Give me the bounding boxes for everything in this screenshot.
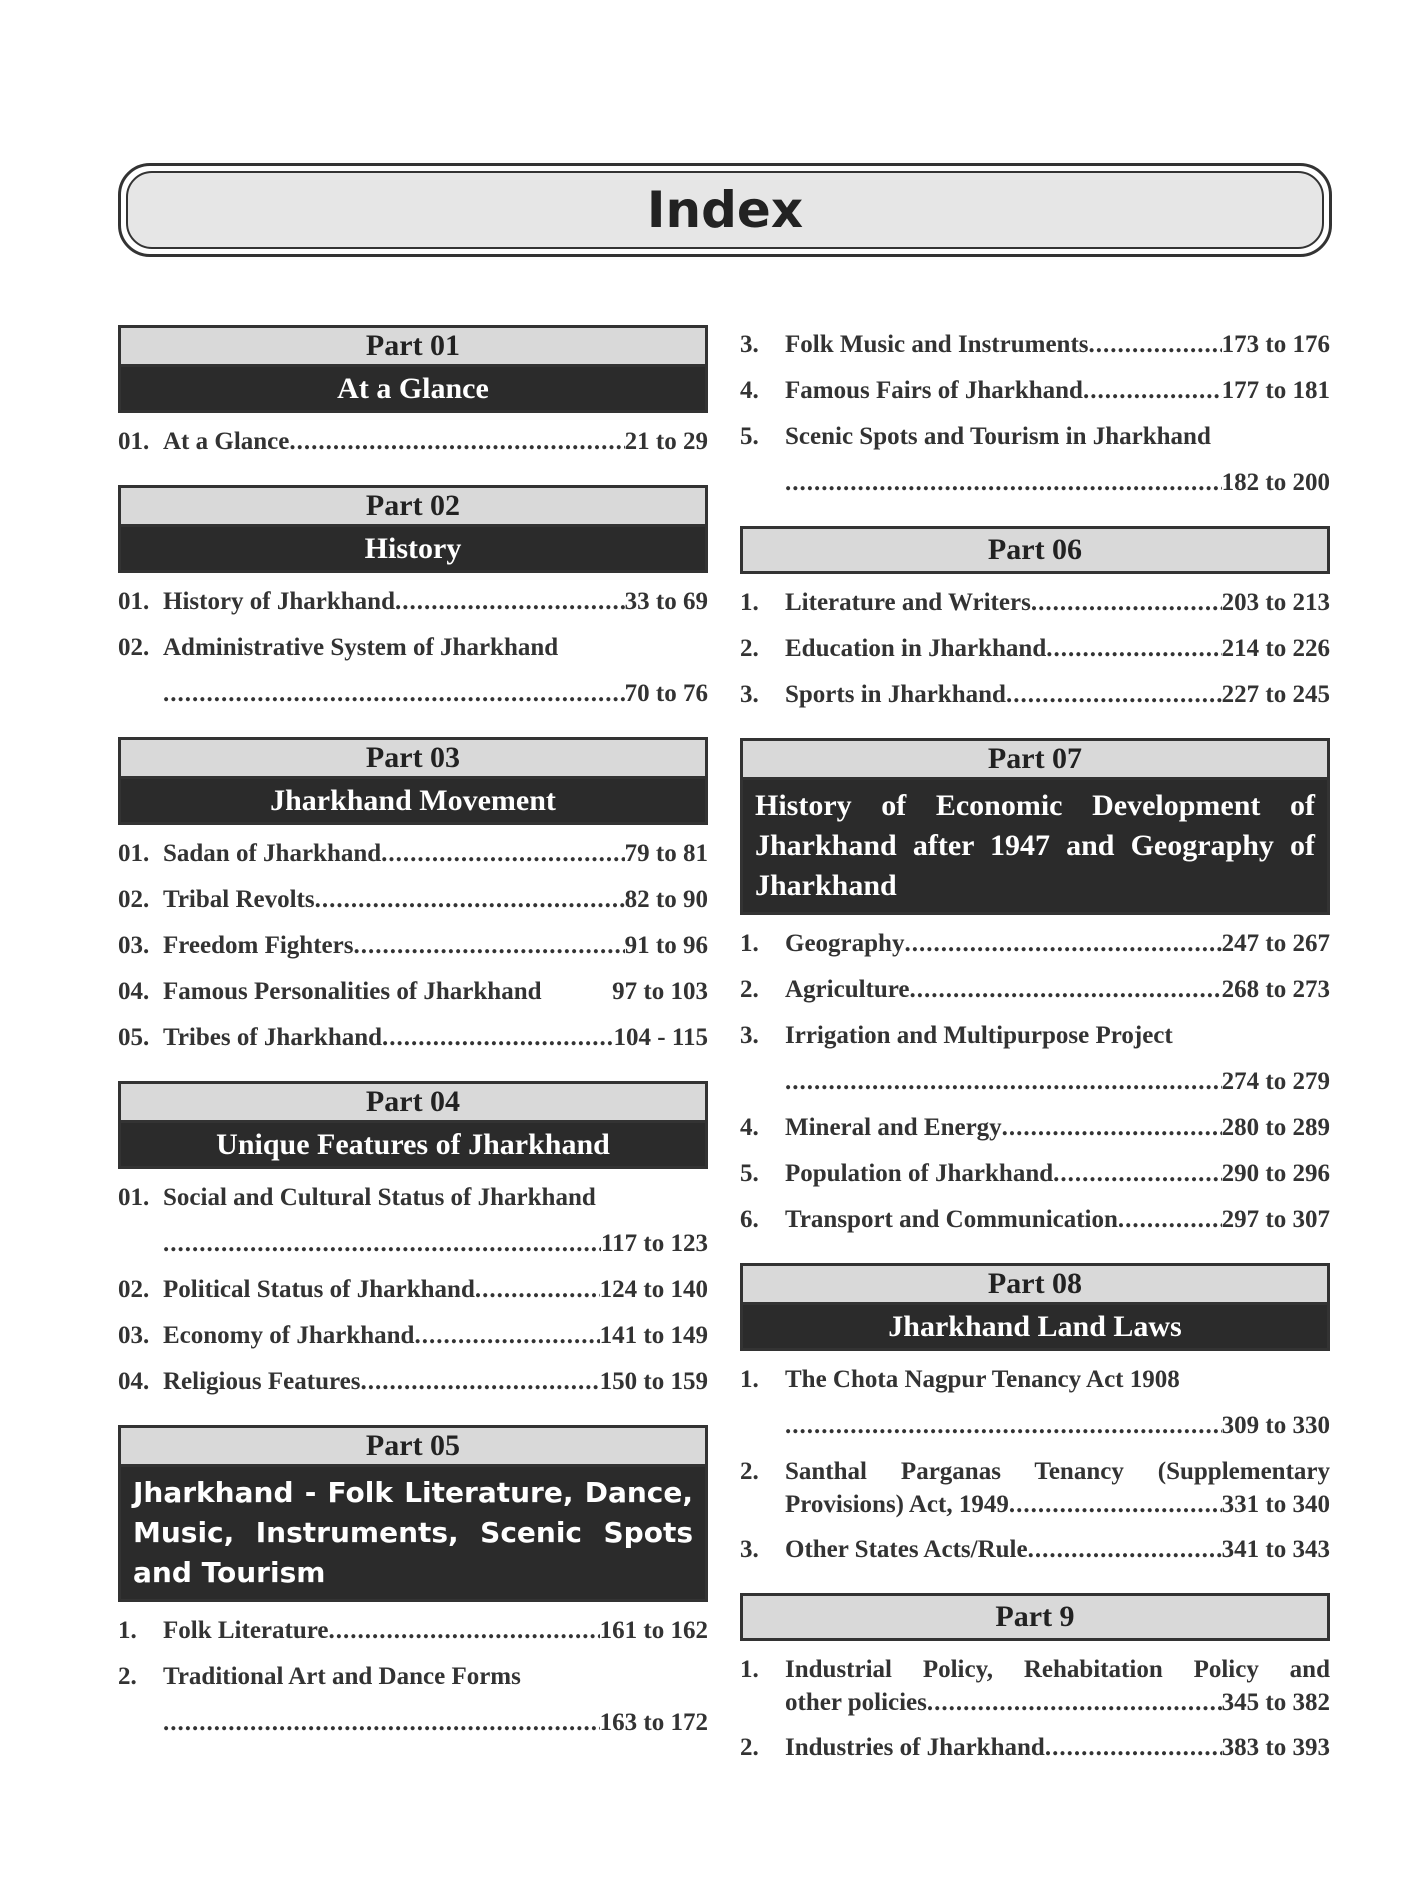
entry-pages: 70 to 76 <box>624 680 708 707</box>
entry-number: 3. <box>740 681 759 708</box>
entry-label: Folk Music and Instruments <box>785 331 1089 358</box>
entry-pages: 150 to 159 <box>599 1368 708 1395</box>
entry-continuation <box>118 1700 708 1746</box>
entry-label: Industrial Policy, Rehabitation Policy and <box>785 1656 1330 1683</box>
entry-label: Santhal Parganas Tenancy (Supplementary <box>785 1458 1330 1485</box>
entry-pages: 341 to 343 <box>1221 1536 1330 1563</box>
leader-dots <box>395 579 625 625</box>
leader-dots <box>1031 580 1222 626</box>
part-subtitle: Jharkhand Movement <box>118 779 708 825</box>
index-entry[interactable] <box>118 969 708 1015</box>
entry-number: 02. <box>118 886 150 913</box>
leader-dots <box>414 1313 599 1359</box>
part-03 <box>118 737 708 825</box>
entry-pages: 345 to 382 <box>1221 1689 1330 1716</box>
entry-number: 2. <box>740 976 759 1003</box>
entry-number: 03. <box>118 1322 150 1349</box>
index-entry[interactable] <box>740 368 1330 414</box>
leader-dots <box>785 1403 1222 1449</box>
part-heading: Part 02 <box>118 485 708 527</box>
entry-continuation <box>740 460 1330 506</box>
part-heading: Part 08 <box>740 1263 1330 1305</box>
entry-pages: 124 to 140 <box>599 1276 708 1303</box>
index-title-inner <box>126 171 1324 249</box>
part-heading: Part 05 <box>118 1425 708 1467</box>
entry-pages: 203 to 213 <box>1221 589 1330 616</box>
index-entry[interactable] <box>118 419 708 465</box>
part-heading: Part 9 <box>740 1593 1330 1641</box>
entry-number: 2. <box>740 635 759 662</box>
index-entry[interactable] <box>740 921 1330 967</box>
entry-label: Population of Jharkhand <box>785 1160 1054 1187</box>
entry-number: 4. <box>740 377 759 404</box>
leader-dots <box>1046 626 1221 672</box>
entry-number: 5. <box>740 1160 759 1187</box>
part-heading: Part 06 <box>740 526 1330 574</box>
entry-number: 2. <box>118 1663 137 1690</box>
entry-label: Sports in Jharkhand <box>785 681 1006 708</box>
index-entry[interactable] <box>740 967 1330 1013</box>
entry-pages: 297 to 307 <box>1221 1206 1330 1233</box>
leader-dots <box>785 1059 1222 1105</box>
leader-dots <box>289 419 624 465</box>
entry-pages: 82 to 90 <box>624 886 708 913</box>
entry-label: Social and Cultural Status of Jharkhand <box>163 1184 596 1211</box>
part-subtitle: Jharkhand Land Laws <box>740 1305 1330 1351</box>
part-heading: Part 04 <box>118 1081 708 1123</box>
part-entries <box>118 1169 708 1405</box>
entry-pages: 91 to 96 <box>624 932 708 959</box>
leader-dots <box>475 1267 600 1313</box>
entry-label-continued: Provisions) Act, 1949 <box>785 1491 1009 1518</box>
index-entry[interactable] <box>118 1175 708 1221</box>
index-entry[interactable] <box>118 877 708 923</box>
entry-pages: 104 - 115 <box>613 1024 708 1051</box>
entry-label: Geography <box>785 930 905 957</box>
leader-dots <box>163 671 625 717</box>
entry-label: Tribal Revolts <box>163 886 315 913</box>
leader-dots <box>927 1686 1222 1719</box>
entry-number: 04. <box>118 1368 150 1395</box>
leader-dots <box>785 460 1222 506</box>
entry-label: Administrative System of Jharkhand <box>163 634 559 661</box>
entry-label: Economy of Jharkhand <box>163 1322 415 1349</box>
entry-continuation <box>118 671 708 717</box>
entry-pages: 331 to 340 <box>1221 1491 1330 1518</box>
part-entries <box>740 915 1330 1243</box>
leader-dots <box>1009 1488 1222 1521</box>
leader-dots <box>1089 322 1222 368</box>
leader-dots <box>1045 1725 1222 1771</box>
part-entries <box>118 1602 708 1746</box>
leader-dots <box>1028 1527 1222 1573</box>
part-subtitle: History <box>118 527 708 573</box>
entry-pages: 383 to 393 <box>1221 1734 1330 1761</box>
part-entries <box>740 1351 1330 1573</box>
part-heading: Part 01 <box>118 325 708 367</box>
part-08 <box>740 1263 1330 1351</box>
index-entry[interactable] <box>740 580 1330 626</box>
index-entry[interactable] <box>118 1313 708 1359</box>
index-title-banner <box>118 163 1332 257</box>
entry-pages: 214 to 226 <box>1221 635 1330 662</box>
part-subtitle: At a Glance <box>118 367 708 413</box>
part-04 <box>118 1081 708 1169</box>
leader-dots <box>1006 672 1222 718</box>
index-entry[interactable] <box>740 1449 1330 1527</box>
entry-number: 05. <box>118 1024 150 1051</box>
index-entry[interactable] <box>118 1015 708 1061</box>
entry-pages: 79 to 81 <box>624 840 708 867</box>
entry-label: Transport and Communication <box>785 1206 1118 1233</box>
entry-pages: 280 to 289 <box>1221 1114 1330 1141</box>
leader-dots <box>1002 1105 1222 1151</box>
entry-label: Tribes of Jharkhand <box>163 1024 383 1051</box>
entry-continuation <box>118 1221 708 1267</box>
entry-pages: 97 to 103 <box>612 978 708 1005</box>
index-entry[interactable] <box>740 626 1330 672</box>
entry-label: Traditional Art and Dance Forms <box>163 1663 521 1690</box>
index-entry[interactable] <box>740 672 1330 718</box>
entry-number: 5. <box>740 423 759 450</box>
entry-number: 02. <box>118 634 150 661</box>
index-entry[interactable] <box>740 1725 1330 1771</box>
part-entries <box>740 1641 1330 1771</box>
index-entry[interactable] <box>740 1197 1330 1243</box>
leader-dots <box>910 967 1222 1013</box>
entry-pages: 247 to 267 <box>1221 930 1330 957</box>
part-heading: Part 07 <box>740 738 1330 780</box>
entry-number: 01. <box>118 1184 150 1211</box>
entry-number: 2. <box>740 1458 759 1485</box>
entry-pages: 141 to 149 <box>599 1322 708 1349</box>
index-entry[interactable] <box>740 1151 1330 1197</box>
entry-pages: 21 to 29 <box>624 428 708 455</box>
entry-label: Sadan of Jharkhand <box>163 840 382 867</box>
left-column <box>118 325 708 1766</box>
index-entry[interactable] <box>740 1105 1330 1151</box>
leader-dots <box>360 1359 599 1405</box>
entry-pages: 309 to 330 <box>1221 1412 1330 1439</box>
entry-continuation <box>740 1403 1330 1449</box>
entry-pages: 290 to 296 <box>1221 1160 1330 1187</box>
index-entry[interactable] <box>740 1013 1330 1059</box>
entry-number: 01. <box>118 840 150 867</box>
index-entry[interactable] <box>118 923 708 969</box>
entry-number: 3. <box>740 331 759 358</box>
leader-dots <box>1118 1197 1222 1243</box>
index-entry[interactable] <box>118 831 708 877</box>
entry-label: Political Status of Jharkhand <box>163 1276 475 1303</box>
entry-number: 6. <box>740 1206 759 1233</box>
entry-number: 01. <box>118 428 150 455</box>
entry-label: Famous Fairs of Jharkhand <box>785 377 1083 404</box>
index-entry[interactable] <box>118 579 708 625</box>
entry-pages: 163 to 172 <box>599 1709 708 1736</box>
entry-pages: 182 to 200 <box>1221 469 1330 496</box>
part-09 <box>740 1593 1330 1641</box>
entry-label: Religious Features <box>163 1368 361 1395</box>
index-entry[interactable] <box>740 322 1330 368</box>
part-subtitle: Jharkhand - Folk Literature, Dance, Music, Instruments, Scenic Spots and Tourism <box>118 1467 708 1602</box>
entry-pages: 33 to 69 <box>624 588 708 615</box>
leader-dots <box>315 877 625 923</box>
leader-dots <box>1053 1151 1222 1197</box>
entry-number: 4. <box>740 1114 759 1141</box>
entry-continuation <box>740 1059 1330 1105</box>
part-entries <box>740 574 1330 718</box>
entry-pages: 173 to 176 <box>1221 331 1330 358</box>
entry-number: 1. <box>740 589 759 616</box>
leader-dots <box>1083 368 1222 414</box>
leader-dots <box>163 1221 601 1267</box>
index-entry[interactable] <box>740 1357 1330 1403</box>
part-entries <box>118 413 708 465</box>
entry-label: The Chota Nagpur Tenancy Act 1908 <box>785 1366 1180 1393</box>
entry-number: 02. <box>118 1276 150 1303</box>
entry-number: 3. <box>740 1022 759 1049</box>
entry-label: Education in Jharkhand <box>785 635 1047 662</box>
part-05 <box>118 1425 708 1602</box>
entry-pages: 227 to 245 <box>1221 681 1330 708</box>
entry-number: 1. <box>740 930 759 957</box>
entry-pages: 117 to 123 <box>601 1230 708 1257</box>
entry-pages: 177 to 181 <box>1221 377 1330 404</box>
entry-number: 01. <box>118 588 150 615</box>
part-entries <box>740 322 1330 506</box>
entry-label: Folk Literature <box>163 1617 329 1644</box>
entry-label: At a Glance <box>163 428 290 455</box>
part-entries <box>118 573 708 717</box>
right-column <box>740 322 1330 1791</box>
part-02 <box>118 485 708 573</box>
part-subtitle: History of Economic Development of Jharkhand after 1947 and Geography of Jharkhand <box>740 780 1330 915</box>
index-entry[interactable] <box>118 1359 708 1405</box>
leader-dots <box>381 831 625 877</box>
entry-pages: 268 to 273 <box>1221 976 1330 1003</box>
entry-number: 2. <box>740 1734 759 1761</box>
entry-label: History of Jharkhand <box>163 588 395 615</box>
page-title: Index <box>646 181 804 239</box>
entry-number: 03. <box>118 932 150 959</box>
part-01 <box>118 325 708 413</box>
index-entry[interactable] <box>118 1654 708 1700</box>
entry-number: 3. <box>740 1536 759 1563</box>
entry-pages: 274 to 279 <box>1221 1068 1330 1095</box>
entry-number: 1. <box>740 1656 759 1683</box>
entry-label: Irrigation and Multipurpose Project <box>785 1022 1173 1049</box>
part-entries <box>118 825 708 1061</box>
entry-label: Famous Personalities of Jharkhand <box>163 978 542 1005</box>
entry-label: Scenic Spots and Tourism in Jharkhand <box>785 423 1211 450</box>
index-entry[interactable] <box>118 1608 708 1654</box>
part-06 <box>740 526 1330 574</box>
entry-label: Industries of Jharkhand <box>785 1734 1045 1761</box>
part-heading: Part 03 <box>118 737 708 779</box>
index-entry[interactable] <box>740 414 1330 460</box>
leader-dots <box>328 1608 599 1654</box>
index-entry[interactable] <box>740 1647 1330 1725</box>
entry-label: Agriculture <box>785 976 910 1003</box>
index-entry[interactable] <box>118 625 708 671</box>
leader-dots <box>904 921 1221 967</box>
entry-pages: 161 to 162 <box>599 1617 708 1644</box>
entry-number: 1. <box>118 1617 137 1644</box>
index-entry[interactable] <box>740 1527 1330 1573</box>
entry-label: Other States Acts/Rule <box>785 1536 1028 1563</box>
leader-dots <box>163 1700 600 1746</box>
entry-label: Literature and Writers <box>785 589 1031 616</box>
part-07 <box>740 738 1330 915</box>
leader-dots <box>382 1015 614 1061</box>
part-subtitle: Unique Features of Jharkhand <box>118 1123 708 1169</box>
entry-label: Freedom Fighters <box>163 932 354 959</box>
entry-label: Mineral and Energy <box>785 1114 1002 1141</box>
index-entry[interactable] <box>118 1267 708 1313</box>
entry-number: 1. <box>740 1366 759 1393</box>
entry-number: 04. <box>118 978 150 1005</box>
leader-dots <box>353 923 624 969</box>
entry-label-continued: other policies <box>785 1689 927 1716</box>
